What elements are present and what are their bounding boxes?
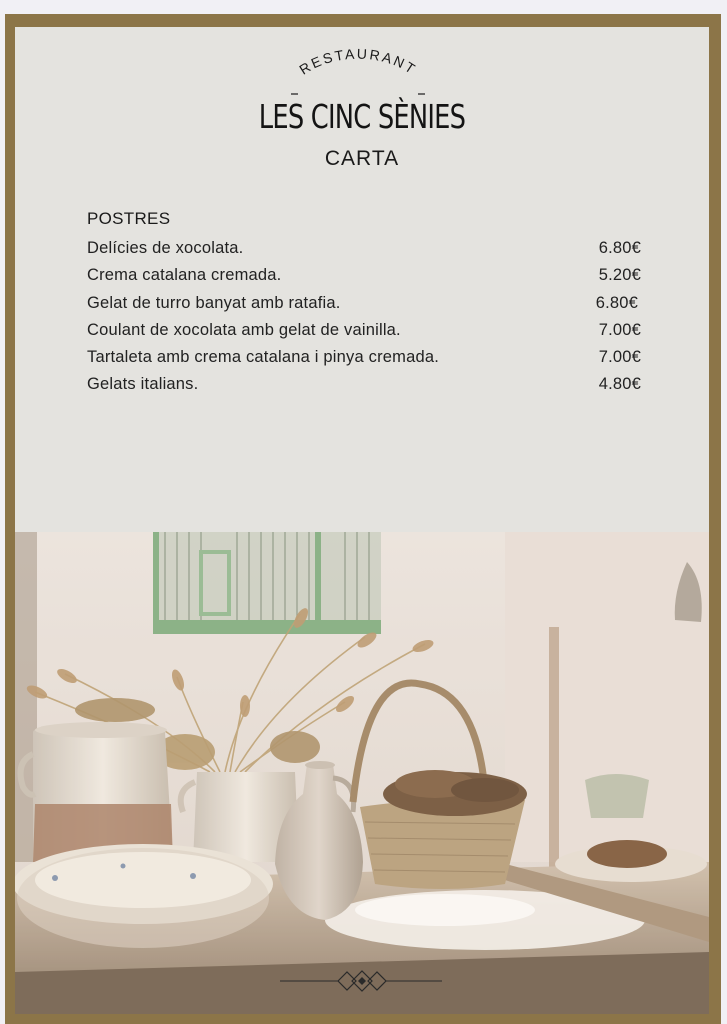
- menu-item: [87, 375, 641, 402]
- restaurant-kicker: RESTAURANT: [296, 45, 420, 78]
- menu-item: [87, 266, 641, 293]
- menu-item-price: 7.00€: [598, 348, 641, 367]
- menu-card: [15, 27, 709, 532]
- menu-item-price: 5.20€: [598, 266, 641, 285]
- menu-item-name: Delícies de xocolata.: [87, 239, 244, 257]
- menu-item-name: Crema catalana cremada.: [87, 266, 282, 285]
- menu-item: [87, 239, 641, 266]
- menu-item-price: 7.00€: [598, 320, 641, 339]
- dessert-list: [87, 239, 641, 403]
- menu-subtitle: CARTA: [324, 147, 400, 170]
- divider-ornament: [280, 970, 444, 994]
- restaurant-name: LES CINC SÈNIES: [258, 97, 466, 136]
- menu-item-name: Coulant de xocolata amb gelat de vainilla.: [87, 320, 401, 339]
- menu-item-name: Gelats italians.: [87, 375, 199, 394]
- menu-item: [87, 294, 641, 321]
- menu-item-price: 4.80€: [598, 375, 641, 394]
- menu-item: [87, 348, 641, 375]
- menu-item: [87, 321, 641, 348]
- menu-item-price: 6.80€: [595, 293, 638, 312]
- restaurant-kicker-arc: [15, 27, 709, 107]
- svg-text:RESTAURANT: [296, 46, 419, 78]
- still-life-photo: [15, 532, 709, 1014]
- menu-item-name: Gelat de turro banyat amb ratafia.: [87, 293, 341, 312]
- menu-item-name: Tartaleta amb crema catalana i pinya cremada.: [87, 348, 440, 367]
- section-title: POSTRES: [87, 209, 171, 228]
- menu-item-price: 6.80€: [598, 239, 641, 257]
